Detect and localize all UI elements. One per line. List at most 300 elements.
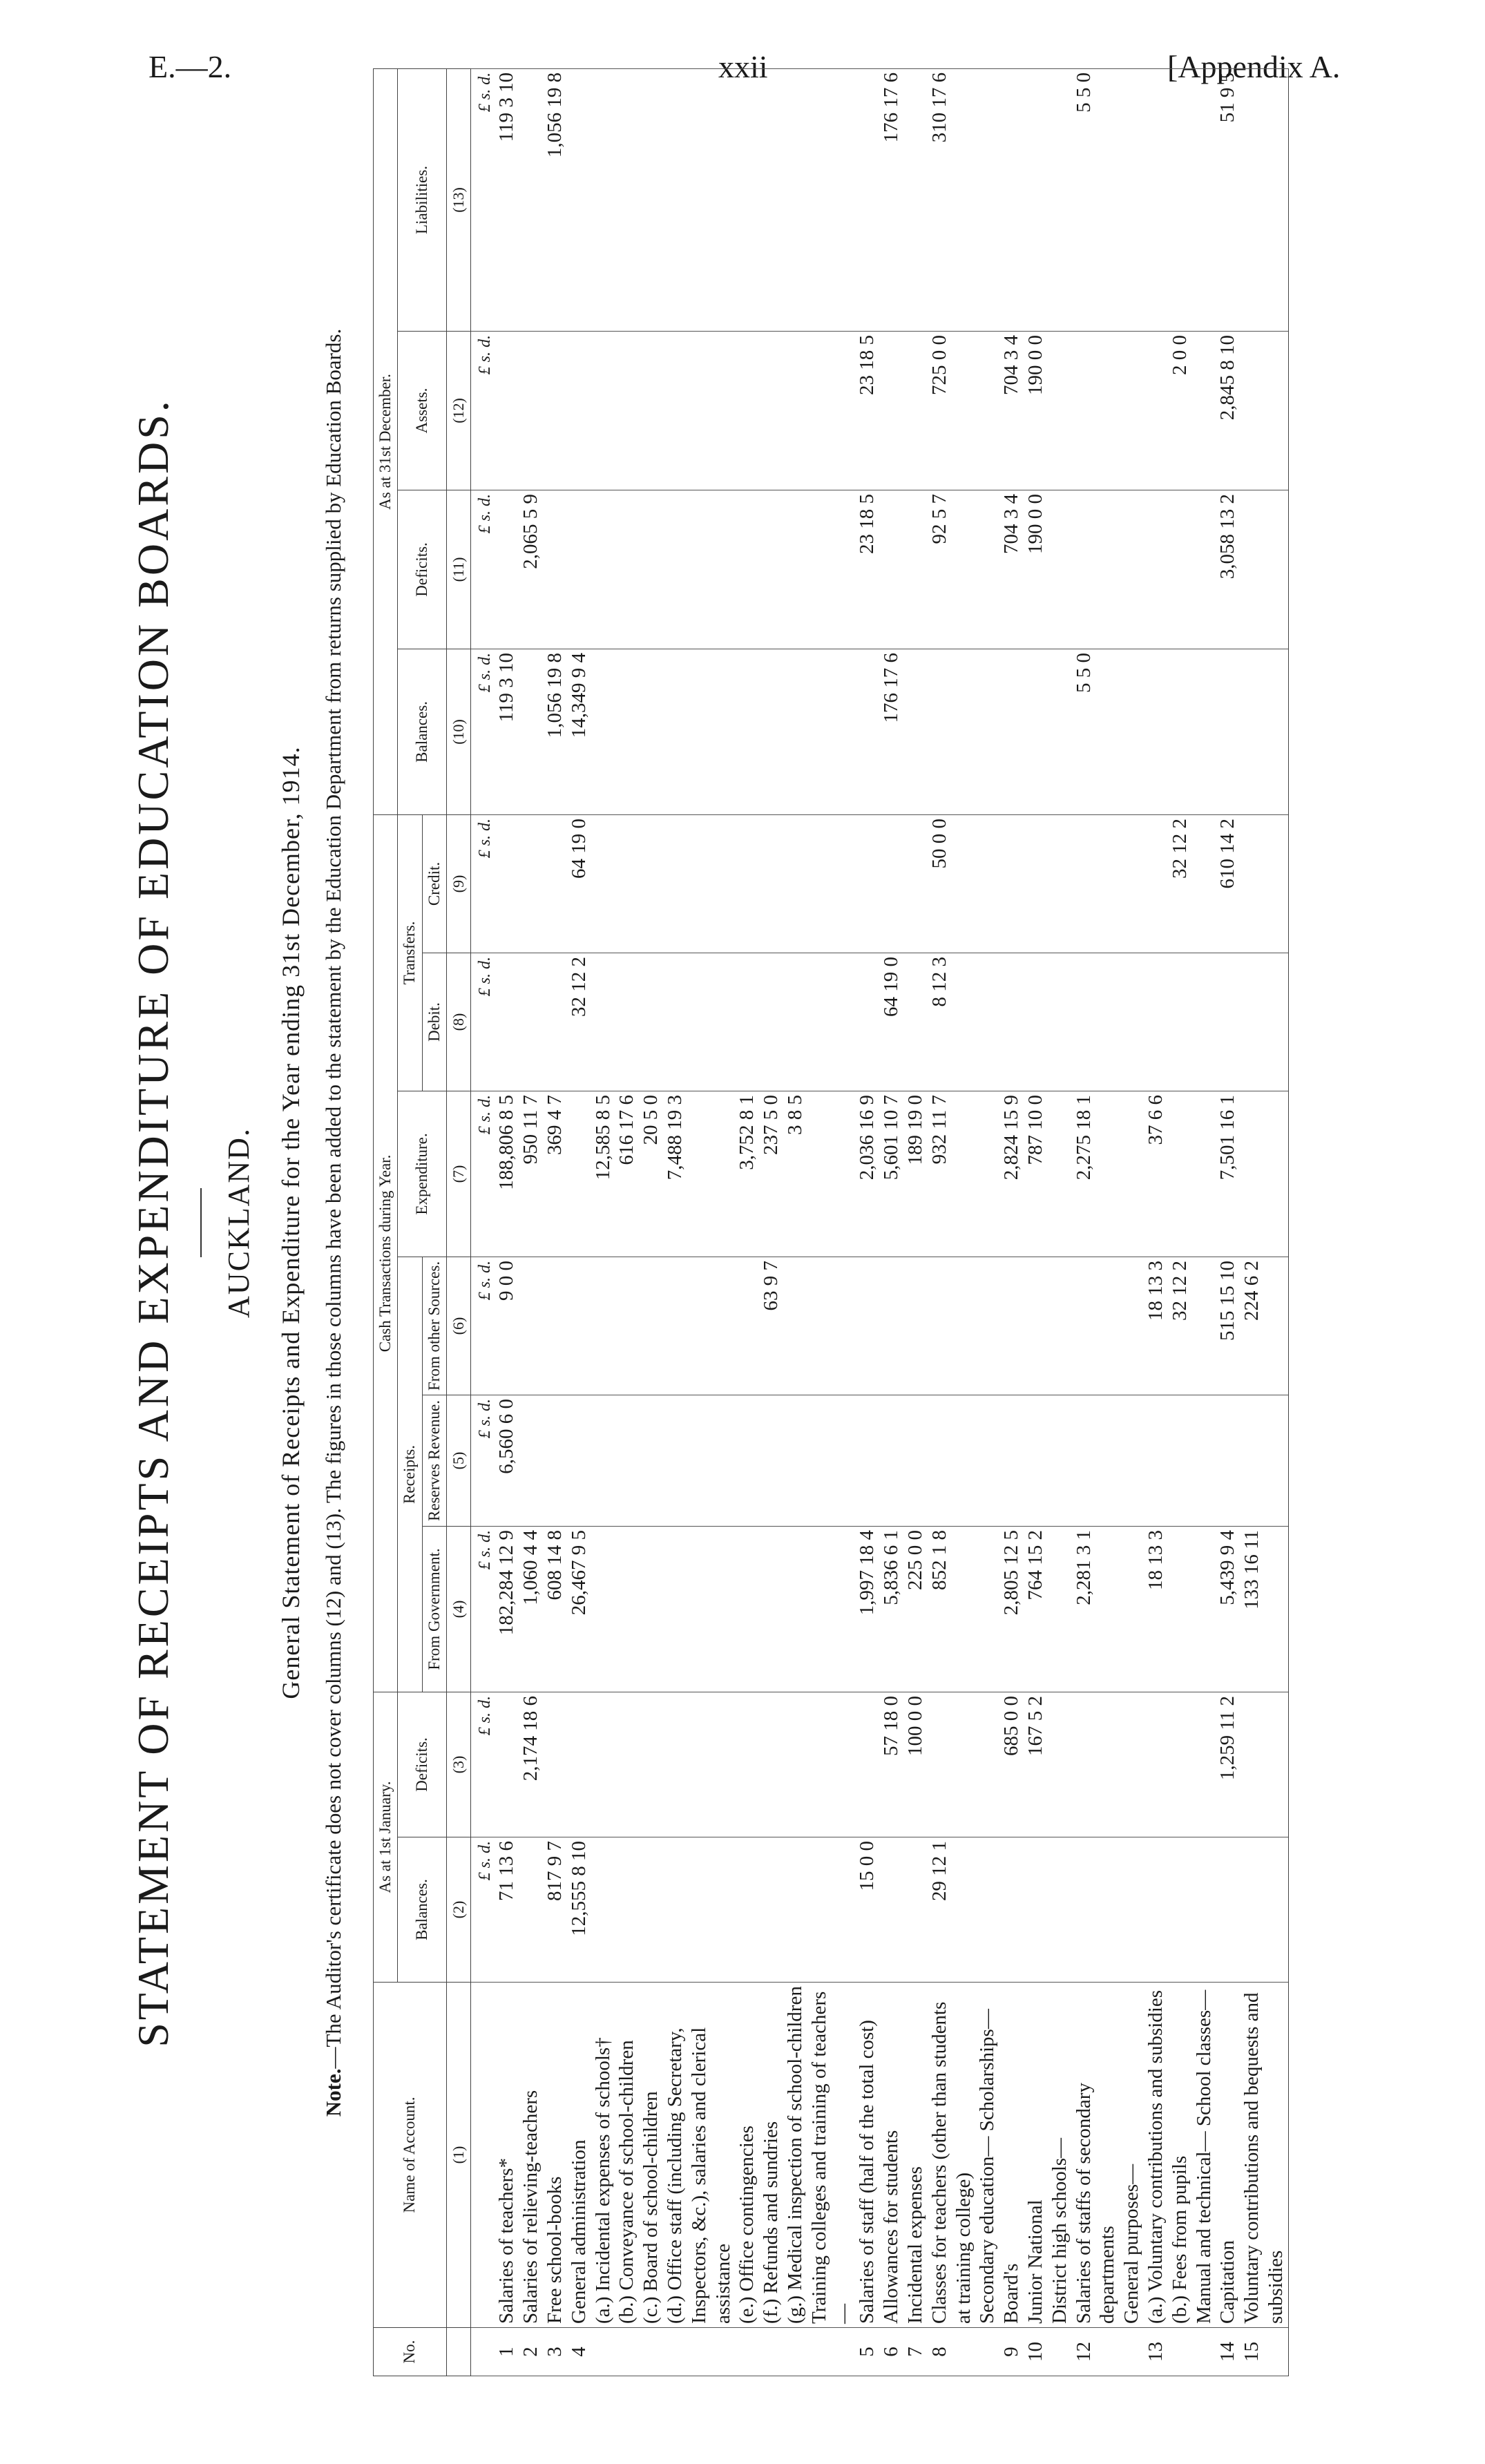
col-group-dec: As at 31st December. xyxy=(374,68,398,814)
table-row xyxy=(615,68,639,2376)
amount-cell-c5 xyxy=(1120,1395,1144,1526)
amount-cell-c5: 6,560 6 0 xyxy=(495,1395,519,1526)
amount-cell-c10 xyxy=(999,649,1024,814)
amount-cell-c9: 32 12 2 xyxy=(1168,814,1192,953)
amount-cell-c2 xyxy=(783,1837,807,1983)
amount-cell-c7 xyxy=(1120,1091,1144,1257)
amount-cell-c13 xyxy=(807,68,856,331)
auditor-note xyxy=(321,69,346,2376)
col-account: Name of Account. xyxy=(374,1983,447,2328)
note-label: Note. xyxy=(321,2068,345,2117)
appendix-label: [Appendix A. xyxy=(1167,49,1341,84)
amount-cell-c3 xyxy=(807,1692,856,1837)
amount-cell-c3: 2,174 18 6 xyxy=(519,1692,543,1837)
amount-cell-c2 xyxy=(615,1837,639,1983)
row-number: 15 xyxy=(1240,2328,1288,2376)
amount-cell-c7: 37 6 6 xyxy=(1144,1091,1168,1257)
amount-cell-c11: 190 0 0 xyxy=(1024,490,1048,649)
amount-cell-c5 xyxy=(855,1395,879,1526)
amount-cell-c8 xyxy=(1144,953,1168,1091)
col-assets: Assets. xyxy=(398,331,447,490)
table-row xyxy=(1216,68,1240,2376)
amount-cell-c11 xyxy=(975,490,999,649)
amount-cell-c4: 225 0 0 xyxy=(903,1526,928,1692)
amount-cell-c9 xyxy=(759,814,783,953)
amount-cell-c11: 704 3 4 xyxy=(999,490,1024,649)
amount-cell-c7: 188,806 8 5 xyxy=(495,1091,519,1257)
amount-cell-c2 xyxy=(591,1837,615,1983)
account-name: Capitation xyxy=(1216,1983,1240,2328)
amount-cell-c11 xyxy=(759,490,783,649)
amount-cell-c11 xyxy=(615,490,639,649)
unit-cell: £ s. d. xyxy=(470,1837,495,1983)
col-group-receipts: Receipts. xyxy=(398,1257,422,1692)
col-num: (2) xyxy=(447,1837,470,1983)
amount-cell-c6 xyxy=(615,1257,639,1395)
account-name: Manual and technical— School classes— xyxy=(1192,1983,1216,2328)
amount-cell-c2 xyxy=(1168,1837,1192,1983)
amount-cell-c7 xyxy=(1048,1091,1072,1257)
unit-cell: £ s. d. xyxy=(470,1091,495,1257)
amount-cell-c8 xyxy=(1168,953,1192,1091)
amount-cell-c9 xyxy=(999,814,1024,953)
amount-cell-c13 xyxy=(1240,68,1288,331)
amount-cell-c7: 616 17 6 xyxy=(615,1091,639,1257)
amount-cell-c12 xyxy=(1072,331,1120,490)
amount-cell-c6 xyxy=(928,1257,976,1395)
amount-cell-c6: 224 6 2 xyxy=(1240,1257,1288,1395)
amount-cell-c4 xyxy=(639,1526,663,1692)
amount-cell-c2 xyxy=(879,1837,903,1983)
amount-cell-c11: 92 5 7 xyxy=(928,490,976,649)
amount-cell-c8 xyxy=(543,953,567,1091)
amount-cell-c13 xyxy=(591,68,615,331)
amount-cell-c12 xyxy=(639,331,663,490)
unit-cell: £ s. d. xyxy=(470,814,495,953)
amount-cell-c6 xyxy=(807,1257,856,1395)
amount-cell-c7: 369 4 7 xyxy=(543,1091,567,1257)
amount-cell-c3 xyxy=(759,1692,783,1837)
amount-cell-c8: 64 19 0 xyxy=(879,953,903,1091)
amount-cell-c5 xyxy=(1048,1395,1072,1526)
region-heading: AUCKLAND. xyxy=(222,1127,256,1318)
rotated-page xyxy=(111,69,1340,2376)
amount-cell-c4 xyxy=(1168,1526,1192,1692)
amount-cell-c9 xyxy=(1240,814,1288,953)
row-number: 1 xyxy=(495,2328,519,2376)
amount-cell-c2 xyxy=(1192,1837,1216,1983)
amount-cell-c6 xyxy=(735,1257,759,1395)
col-num: (13) xyxy=(447,68,470,331)
amount-cell-c10 xyxy=(975,649,999,814)
amount-cell-c5 xyxy=(1216,1395,1240,1526)
unit-cell: £ s. d. xyxy=(470,1692,495,1837)
col-num: (1) xyxy=(447,1983,470,2328)
amount-cell-c2 xyxy=(759,1837,783,1983)
unit-cell xyxy=(470,1983,495,2328)
amount-cell-c13 xyxy=(759,68,783,331)
row-number xyxy=(663,2328,735,2376)
amount-cell-c11 xyxy=(567,490,591,649)
amount-cell-c8 xyxy=(663,953,735,1091)
amount-cell-c13 xyxy=(1168,68,1192,331)
amount-cell-c11 xyxy=(543,490,567,649)
amount-cell-c13 xyxy=(615,68,639,331)
amount-cell-c10 xyxy=(759,649,783,814)
col-credit: Credit. xyxy=(422,814,446,953)
amount-cell-c12 xyxy=(759,331,783,490)
units-row xyxy=(470,68,495,2376)
table-row xyxy=(495,68,519,2376)
col-reserves-revenue: Reserves Revenue. xyxy=(422,1395,446,1526)
amount-cell-c5 xyxy=(1144,1395,1168,1526)
row-number xyxy=(591,2328,615,2376)
amount-cell-c8: 32 12 2 xyxy=(567,953,591,1091)
amount-cell-c10 xyxy=(783,649,807,814)
amount-cell-c11: 23 18 5 xyxy=(855,490,879,649)
amount-cell-c2 xyxy=(1144,1837,1168,1983)
amount-cell-c5 xyxy=(639,1395,663,1526)
table-row xyxy=(519,68,543,2376)
account-name: District high schools— xyxy=(1048,1983,1072,2328)
amount-cell-c6 xyxy=(663,1257,735,1395)
row-number xyxy=(1168,2328,1192,2376)
row-number: 8 xyxy=(928,2328,976,2376)
amount-cell-c4 xyxy=(591,1526,615,1692)
table-row xyxy=(928,68,976,2376)
amount-cell-c4: 852 1 8 xyxy=(928,1526,976,1692)
amount-cell-c10 xyxy=(615,649,639,814)
amount-cell-c6 xyxy=(1024,1257,1048,1395)
amount-cell-c4: 26,467 9 5 xyxy=(567,1526,591,1692)
account-name: (c.) Board of school-children xyxy=(639,1983,663,2328)
amount-cell-c7: 20 5 0 xyxy=(639,1091,663,1257)
amount-cell-c13: 1,056 19 8 xyxy=(543,68,567,331)
amount-cell-c10 xyxy=(663,649,735,814)
row-number xyxy=(783,2328,807,2376)
row-number: 14 xyxy=(1216,2328,1240,2376)
unit-cell: £ s. d. xyxy=(470,490,495,649)
amount-cell-c3 xyxy=(1072,1692,1120,1837)
amount-cell-c7: 189 19 0 xyxy=(903,1091,928,1257)
amount-cell-c8 xyxy=(1048,953,1072,1091)
amount-cell-c13 xyxy=(567,68,591,331)
table-row xyxy=(1120,68,1144,2376)
amount-cell-c9 xyxy=(1024,814,1048,953)
col-debit: Debit. xyxy=(422,953,446,1091)
col-num xyxy=(447,2328,470,2376)
amount-cell-c10 xyxy=(591,649,615,814)
amount-cell-c2 xyxy=(1120,1837,1144,1983)
col-from-government: From Government. xyxy=(422,1526,446,1692)
table-body xyxy=(470,68,1288,2376)
amount-cell-c3 xyxy=(1144,1692,1168,1837)
amount-cell-c4: 764 15 2 xyxy=(1024,1526,1048,1692)
amount-cell-c6: 515 15 10 xyxy=(1216,1257,1240,1395)
col-other-sources: From other Sources. xyxy=(422,1257,446,1395)
amount-cell-c13: 51 9 5 xyxy=(1216,68,1240,331)
amount-cell-c6 xyxy=(999,1257,1024,1395)
unit-cell: £ s. d. xyxy=(470,953,495,1091)
amount-cell-c8: 8 12 3 xyxy=(928,953,976,1091)
amount-cell-c9 xyxy=(879,814,903,953)
account-name: (b.) Fees from pupils xyxy=(1168,1983,1192,2328)
amount-cell-c8 xyxy=(903,953,928,1091)
amount-cell-c11 xyxy=(807,490,856,649)
amount-cell-c2 xyxy=(1240,1837,1288,1983)
amount-cell-c7 xyxy=(567,1091,591,1257)
amount-cell-c13: 5 5 0 xyxy=(1072,68,1120,331)
amount-cell-c2 xyxy=(1024,1837,1048,1983)
amount-cell-c3 xyxy=(1048,1692,1072,1837)
row-number: 12 xyxy=(1072,2328,1120,2376)
amount-cell-c9: 50 0 0 xyxy=(928,814,976,953)
account-name: Incidental expenses xyxy=(903,1983,928,2328)
amount-cell-c6: 63 9 7 xyxy=(759,1257,783,1395)
amount-cell-c8 xyxy=(1072,953,1120,1091)
amount-cell-c2 xyxy=(519,1837,543,1983)
col-expenditure: Expenditure. xyxy=(398,1091,447,1257)
amount-cell-c4 xyxy=(735,1526,759,1692)
amount-cell-c10 xyxy=(519,649,543,814)
amount-cell-c7: 2,824 15 9 xyxy=(999,1091,1024,1257)
amount-cell-c7 xyxy=(1240,1091,1288,1257)
amount-cell-c4 xyxy=(759,1526,783,1692)
amount-cell-c13 xyxy=(1048,68,1072,331)
amount-cell-c12 xyxy=(975,331,999,490)
table-row xyxy=(807,68,856,2376)
amount-cell-c9 xyxy=(591,814,615,953)
amount-cell-c12 xyxy=(735,331,759,490)
row-number: 5 xyxy=(855,2328,879,2376)
amount-cell-c6 xyxy=(591,1257,615,1395)
table-row xyxy=(975,68,999,2376)
amount-cell-c4: 608 14 8 xyxy=(543,1526,567,1692)
amount-cell-c5 xyxy=(567,1395,591,1526)
col-num: (11) xyxy=(447,490,470,649)
amount-cell-c3: 57 18 0 xyxy=(879,1692,903,1837)
amount-cell-c10 xyxy=(1240,649,1288,814)
row-number: 4 xyxy=(567,2328,591,2376)
account-name: Salaries of relieving-teachers xyxy=(519,1983,543,2328)
account-name: Secondary education— Scholarships— xyxy=(975,1983,999,2328)
table-row xyxy=(591,68,615,2376)
amount-cell-c8 xyxy=(1120,953,1144,1091)
amount-cell-c13: 119 3 10 xyxy=(495,68,519,331)
amount-cell-c12 xyxy=(1048,331,1072,490)
amount-cell-c6 xyxy=(1048,1257,1072,1395)
amount-cell-c7: 950 11 7 xyxy=(519,1091,543,1257)
account-name: (a.) Incidental expenses of schools† xyxy=(591,1983,615,2328)
table-row xyxy=(759,68,783,2376)
table-row xyxy=(1072,68,1120,2376)
row-number: 2 xyxy=(519,2328,543,2376)
amount-cell-c4: 2,281 3 1 xyxy=(1072,1526,1120,1692)
amount-cell-c3 xyxy=(928,1692,976,1837)
amount-cell-c7: 3,752 8 1 xyxy=(735,1091,759,1257)
amount-cell-c10 xyxy=(1024,649,1048,814)
amount-cell-c13 xyxy=(855,68,879,331)
table-row xyxy=(567,68,591,2376)
amount-cell-c2: 29 12 1 xyxy=(928,1837,976,1983)
amount-cell-c8 xyxy=(759,953,783,1091)
amount-cell-c12: 190 0 0 xyxy=(1024,331,1048,490)
table-row xyxy=(1024,68,1048,2376)
amount-cell-c6 xyxy=(1120,1257,1144,1395)
amount-cell-c3 xyxy=(663,1692,735,1837)
amount-cell-c10: 5 5 0 xyxy=(1072,649,1120,814)
amount-cell-c9 xyxy=(1120,814,1144,953)
amount-cell-c5 xyxy=(879,1395,903,1526)
amount-cell-c6: 9 0 0 xyxy=(495,1257,519,1395)
amount-cell-c7 xyxy=(807,1091,856,1257)
amount-cell-c13 xyxy=(519,68,543,331)
amount-cell-c10 xyxy=(1216,649,1240,814)
amount-cell-c3 xyxy=(591,1692,615,1837)
amount-cell-c11 xyxy=(1072,490,1120,649)
row-number xyxy=(807,2328,856,2376)
amount-cell-c3 xyxy=(495,1692,519,1837)
table-row xyxy=(855,68,879,2376)
amount-cell-c13 xyxy=(783,68,807,331)
amount-cell-c9 xyxy=(1072,814,1120,953)
amount-cell-c11 xyxy=(1240,490,1288,649)
table-row xyxy=(543,68,567,2376)
account-name: Allowances for students xyxy=(879,1983,903,2328)
row-number xyxy=(1192,2328,1216,2376)
amount-cell-c8 xyxy=(807,953,856,1091)
amount-cell-c8 xyxy=(639,953,663,1091)
account-name: Salaries of staffs of secondary departments xyxy=(1072,1983,1120,2328)
amount-cell-c10 xyxy=(928,649,976,814)
amount-cell-c12: 23 18 5 xyxy=(855,331,879,490)
amount-cell-c8 xyxy=(855,953,879,1091)
amount-cell-c7: 237 5 0 xyxy=(759,1091,783,1257)
amount-cell-c10 xyxy=(639,649,663,814)
amount-cell-c9 xyxy=(783,814,807,953)
amount-cell-c10 xyxy=(1168,649,1192,814)
amount-cell-c3 xyxy=(1192,1692,1216,1837)
col-num: (9) xyxy=(447,814,470,953)
amount-cell-c4: 1,060 4 4 xyxy=(519,1526,543,1692)
amount-cell-c11 xyxy=(591,490,615,649)
table-row xyxy=(1192,68,1216,2376)
row-number xyxy=(975,2328,999,2376)
amount-cell-c2: 71 13 6 xyxy=(495,1837,519,1983)
amount-cell-c12 xyxy=(1144,331,1168,490)
amount-cell-c9 xyxy=(543,814,567,953)
amount-cell-c4 xyxy=(663,1526,735,1692)
account-name: Voluntary contributions and bequests and subsidies xyxy=(1240,1983,1288,2328)
table-row xyxy=(903,68,928,2376)
amount-cell-c3: 685 0 0 xyxy=(999,1692,1024,1837)
general-statement-subtitle: General Statement of Receipts and Expenditure for the Year ending 31st December, 1914. xyxy=(277,746,305,1699)
amount-cell-c8 xyxy=(975,953,999,1091)
amount-cell-c7: 932 11 7 xyxy=(928,1091,976,1257)
amount-cell-c8 xyxy=(615,953,639,1091)
col-num: (3) xyxy=(447,1692,470,1837)
unit-cell: £ s. d. xyxy=(470,1395,495,1526)
amount-cell-c5 xyxy=(759,1395,783,1526)
amount-cell-c11 xyxy=(1048,490,1072,649)
account-name: Salaries of teachers* xyxy=(495,1983,519,2328)
amount-cell-c12 xyxy=(543,331,567,490)
amount-cell-c5 xyxy=(543,1395,567,1526)
amount-cell-c12 xyxy=(591,331,615,490)
amount-cell-c2 xyxy=(1216,1837,1240,1983)
amount-cell-c13 xyxy=(1024,68,1048,331)
amount-cell-c5 xyxy=(615,1395,639,1526)
col-num: (4) xyxy=(447,1526,470,1692)
page-number: xxii xyxy=(718,49,768,84)
amount-cell-c7 xyxy=(1168,1091,1192,1257)
table-row xyxy=(783,68,807,2376)
amount-cell-c13 xyxy=(1192,68,1216,331)
amount-cell-c9 xyxy=(1192,814,1216,953)
amount-cell-c8 xyxy=(735,953,759,1091)
unit-cell: £ s. d. xyxy=(470,1257,495,1395)
col-group-transfers: Transfers. xyxy=(398,814,422,1091)
amount-cell-c5 xyxy=(999,1395,1024,1526)
amount-cell-c4: 18 13 3 xyxy=(1144,1526,1168,1692)
amount-cell-c12 xyxy=(519,331,543,490)
amount-cell-c4 xyxy=(1192,1526,1216,1692)
amount-cell-c11 xyxy=(639,490,663,649)
col-num: (6) xyxy=(447,1257,470,1395)
row-number: 7 xyxy=(903,2328,928,2376)
amount-cell-c12 xyxy=(1120,331,1144,490)
account-name: (b.) Conveyance of school-children xyxy=(615,1983,639,2328)
amount-cell-c9 xyxy=(975,814,999,953)
amount-cell-c9: 610 14 2 xyxy=(1216,814,1240,953)
row-number xyxy=(759,2328,783,2376)
amount-cell-c5 xyxy=(519,1395,543,1526)
amount-cell-c8 xyxy=(519,953,543,1091)
amount-cell-c11 xyxy=(879,490,903,649)
amount-cell-c10 xyxy=(735,649,759,814)
amount-cell-c2: 817 9 7 xyxy=(543,1837,567,1983)
amount-cell-c4 xyxy=(1048,1526,1072,1692)
amount-cell-c3: 167 5 2 xyxy=(1024,1692,1048,1837)
col-num: (5) xyxy=(447,1395,470,1526)
amount-cell-c7: 3 8 5 xyxy=(783,1091,807,1257)
col-group-jan: As at 1st January. xyxy=(374,1692,398,1982)
amount-cell-c13 xyxy=(735,68,759,331)
amount-cell-c6 xyxy=(519,1257,543,1395)
account-name: Classes for teachers (other than students at training college) xyxy=(928,1983,976,2328)
amount-cell-c11 xyxy=(495,490,519,649)
amount-cell-c3 xyxy=(783,1692,807,1837)
table-row xyxy=(1168,68,1192,2376)
amount-cell-c6 xyxy=(975,1257,999,1395)
amount-cell-c13 xyxy=(999,68,1024,331)
col-deficits: Deficits. xyxy=(398,1692,447,1837)
amount-cell-c7: 5,601 10 7 xyxy=(879,1091,903,1257)
amount-cell-c13: 310 17 6 xyxy=(928,68,976,331)
account-name: Salaries of staff (half of the total cost) xyxy=(855,1983,879,2328)
amount-cell-c6 xyxy=(639,1257,663,1395)
amount-cell-c10 xyxy=(807,649,856,814)
amount-cell-c12 xyxy=(495,331,519,490)
amount-cell-c10: 119 3 10 xyxy=(495,649,519,814)
amount-cell-c3: 1,259 11 2 xyxy=(1216,1692,1240,1837)
amount-cell-c9 xyxy=(807,814,856,953)
amount-cell-c2: 15 0 0 xyxy=(855,1837,879,1983)
amount-cell-c3 xyxy=(735,1692,759,1837)
amount-cell-c6 xyxy=(1192,1257,1216,1395)
amount-cell-c10 xyxy=(1048,649,1072,814)
amount-cell-c3 xyxy=(1120,1692,1144,1837)
